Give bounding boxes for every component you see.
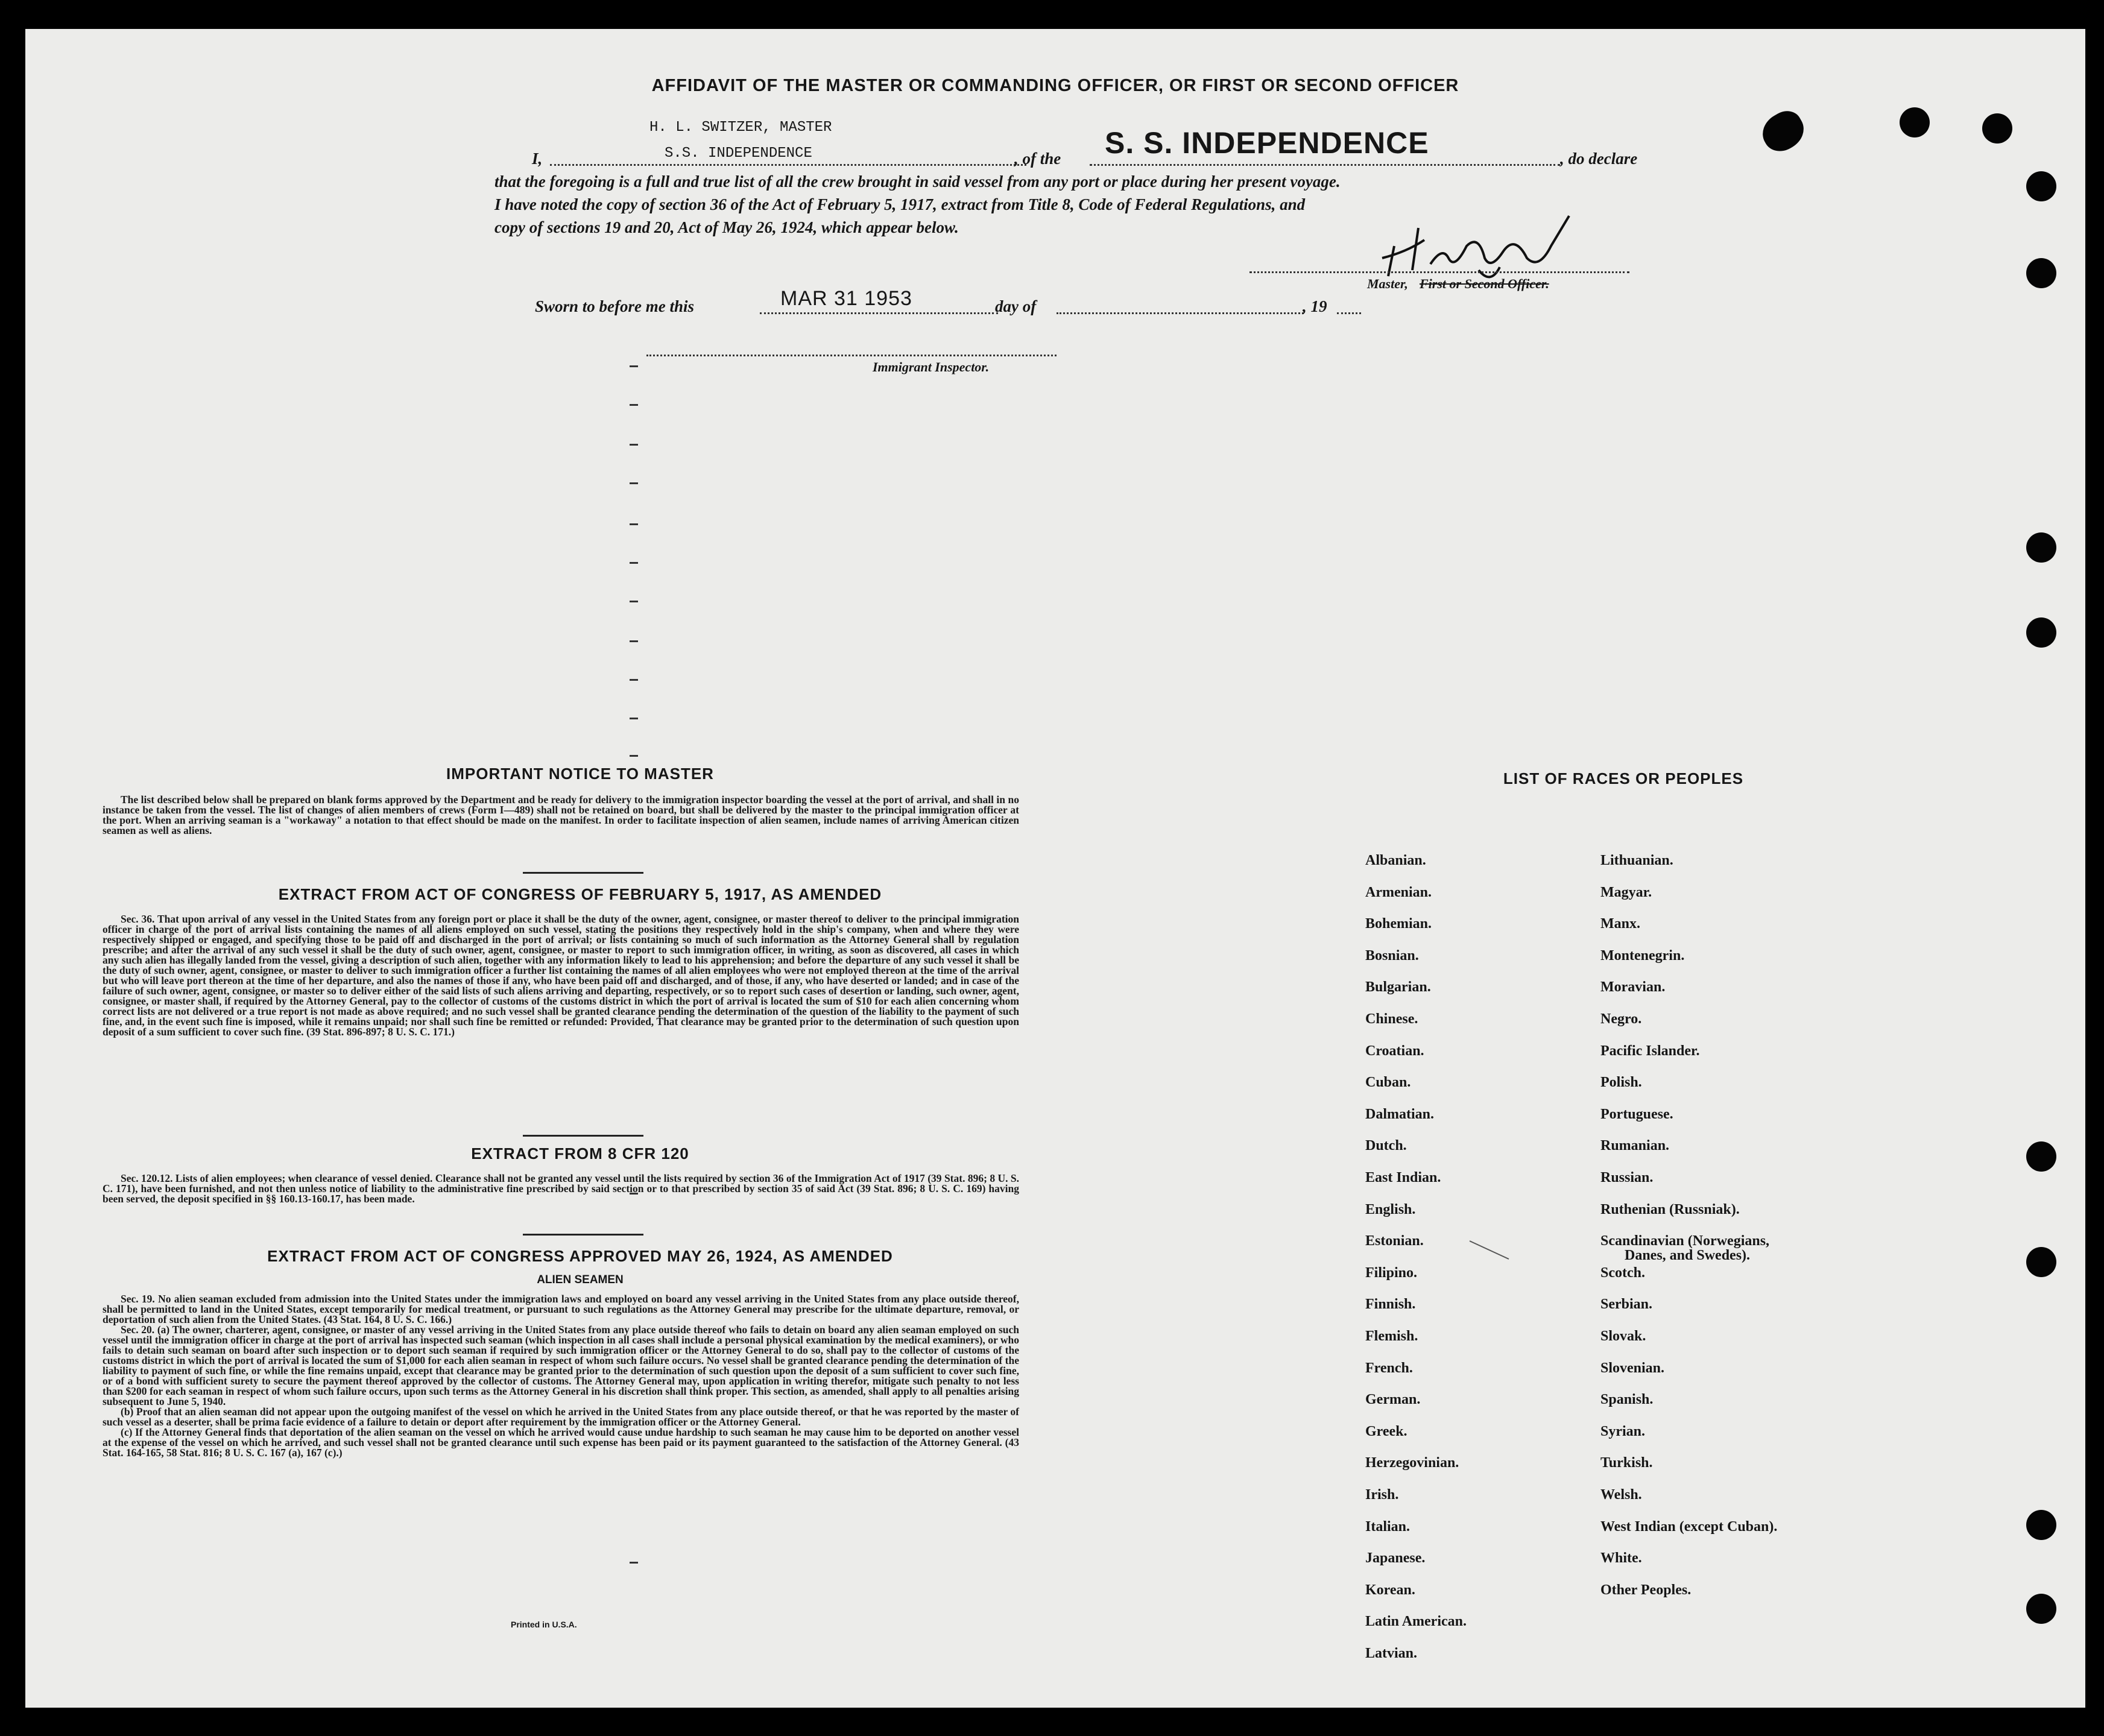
race-item: Syrian.	[1600, 1423, 1646, 1439]
signature-caption-struck: First or Second Officer.	[1420, 276, 1549, 291]
race-item: Montenegrin.	[1600, 947, 1685, 964]
statement-line-3: copy of sections 19 and 20, Act of May 26, 1924, which appear below.	[494, 218, 959, 236]
tick-mark	[630, 404, 638, 406]
race-item: Bohemian.	[1365, 916, 1432, 932]
race-item: Slovenian.	[1600, 1360, 1665, 1376]
printed-in-label: Printed in U.S.A.	[511, 1620, 577, 1629]
race-item: Estonian.	[1365, 1233, 1424, 1249]
race-item: Filipino.	[1365, 1264, 1418, 1281]
race-item: Finnish.	[1365, 1296, 1416, 1313]
race-item: Scotch.	[1600, 1264, 1645, 1281]
race-item: Japanese.	[1365, 1550, 1426, 1567]
extract-1924-sec20a: Sec. 20. (a) The owner, charterer, agent, consignee, or master of any vessel arriving in the United States from any place outside thereof who fails to detain on board any alien seaman employed on such vessel until the immigration officer in charge at the port of arrival has inspected such seaman (which inspection in all cases shall include a personal physical examination by the medical examiners), or who fails to detain such seaman on board after such inspection or to deport such seaman if required by such immigration officer or the Attorney General to do so, shall pay to the collector of customs of the customs district in which the port of arrival is located the sum of $1,000 for each alien seaman in respect of whom such failure occurs. No vessel shall be granted clearance pending the determination of the liability to payment of such fine, or while the fine remains unpaid, except that clearance may be granted prior to the determination of such question upon the deposit of a sum sufficient to cover such fine, or of a bond with sufficient surety to secure the payment thereof approved by the collector of customs. The Attorney General may, upon application in writing therefor, mitigate such penalty to not less than $200 for each seaman in respect of whom such failure occurs, upon such terms as the Attorney General in his discretion shall think proper. This section, as amended, shall apply to all penalties arising subsequent to June 5, 1940.	[103, 1324, 1019, 1407]
ink-blot	[1756, 106, 1811, 158]
year-line	[1337, 312, 1361, 314]
race-item: West Indian (except Cuban).	[1600, 1518, 1778, 1535]
race-item: Flemish.	[1365, 1328, 1418, 1344]
vessel-line	[1090, 164, 1560, 166]
declarant-typed-vessel: S.S. INDEPENDENCE	[665, 145, 812, 162]
race-item: East Indian.	[1365, 1170, 1441, 1185]
race-item: Korean.	[1365, 1582, 1415, 1598]
extract-cfr-paragraph: Sec. 120.12. Lists of alien employees; when clearance of vessel denied. Clearance shall not be granted any vessel until the lists required by section 36 of the Immigration Act of 1917 (39 Stat. 896; 8 U. S. C. 171), have been furnished, and not then unless notice of liability to the administrative fine prescribed by said section or to that prescribed by section 35 of said Act (39 Stat. 896; 8 U. S. C. 169) having been served, the deposit specified in §§ 160.13-160.17, has been made.	[103, 1172, 1019, 1205]
race-item: German.	[1365, 1392, 1421, 1408]
signature-line	[1249, 271, 1629, 273]
race-item: French.	[1365, 1360, 1413, 1376]
affidavit-title: AFFIDAVIT OF THE MASTER OR COMMANDING OFFICER, OR FIRST OR SECOND OFFICER	[651, 76, 1459, 95]
race-item: Danes, and Swedes).	[1625, 1248, 1751, 1264]
tick-mark	[630, 601, 638, 602]
do-declare-label: , do declare	[1560, 150, 1638, 168]
extract-1924-subtitle: ALIEN SEAMEN	[537, 1274, 624, 1286]
race-item: Albanian.	[1365, 853, 1426, 868]
sworn-month-line	[1057, 312, 1304, 314]
extract-1917-paragraph: Sec. 36. That upon arrival of any vessel in the United States from any foreign port or place it shall be the duty of the owner, agent, consignee, or master thereof to deliver to the principal immigration officer in charge of the port of arrival lists containing the names of all aliens employed on such vessel, stating the positions they respectively hold in the ship's company, when and where they were respectively shipped or engaged, and specifying those to be paid off and discharged in the port of arrival; or lists containing so much of such information as the Attorney General shall by regulation prescribe; and after the arrival of any such vessel it shall be the duty of such owner, agent, consignee, or master to report to such immigration officer, in writing, as soon as discovered, all cases in which any such alien has illegally landed from the vessel, giving a description of such alien, together with any information likely to lead to his apprehension; and before the departure of any such vessel it shall be the duty of such owner, agent, consignee, or master to deliver to such immigration officer a further list containing the names of all alien employees who were not employed thereon at the time of the arrival but who will leave port thereon at the time of her departure, and also the names of those if any, who have been paid off and discharged, and of those, if any, who have deserted or landed; and in case of the failure of such owner, agent, consignee, or master so to deliver either of the said lists of such aliens arriving and departing, respectively, or so to report such cases of desertion or landing, such owner, agent, consignee, or master shall, if required by the Attorney General, pay to the collector of customs of the customs district in which the port of arrival is located the sum of $10 for each alien concerning whom correct lists are not delivered or a true report is not made as above required; and no such vessel shall be granted clearance pending the determination of the question of the liability to the payment of such fine, and, in the event such fine is imposed, while it remains unpaid; nor shall such fine be remitted or refunded: Provided, That clearance may be granted prior to the determination of such question upon deposit of a sum sufficient to cover such fine. (39 Stat. 896-897; 8 U. S. C. 171.)	[103, 913, 1019, 1038]
race-item: Cuban.	[1365, 1075, 1411, 1091]
race-item: Bulgarian.	[1365, 979, 1431, 996]
tick-mark	[630, 1562, 638, 1564]
race-item: Lithuanian.	[1600, 853, 1673, 868]
pencil-mark	[1467, 1235, 1515, 1265]
extract-cfr-text	[103, 1173, 1019, 1204]
sworn-date-stamp: MAR 31 1953	[780, 287, 912, 310]
divider	[523, 1234, 643, 1236]
race-item: Pacific Islander.	[1600, 1043, 1700, 1059]
race-item: Rumanian.	[1600, 1138, 1670, 1154]
race-item: Dutch.	[1365, 1138, 1407, 1154]
divider	[523, 1135, 643, 1137]
race-item: Croatian.	[1365, 1043, 1424, 1059]
sworn-day-line	[760, 312, 998, 314]
declarant-line	[550, 164, 1026, 166]
race-item: Manx.	[1600, 916, 1640, 932]
race-item: Chinese.	[1365, 1011, 1418, 1027]
punch-hole	[2026, 617, 2056, 648]
race-item: Magyar.	[1600, 884, 1652, 900]
notice-text	[103, 795, 1019, 836]
extract-1917-title: EXTRACT FROM ACT OF CONGRESS OF FEBRUARY 5, 1917, AS AMENDED	[278, 885, 882, 903]
race-item: Moravian.	[1600, 979, 1666, 996]
inspector-line	[646, 355, 1057, 356]
race-item: Greek.	[1365, 1423, 1407, 1439]
race-item: Serbian.	[1600, 1296, 1653, 1313]
race-item: Herzegovinian.	[1365, 1455, 1459, 1471]
of-the-label: , of the	[1014, 150, 1061, 168]
race-item: Other Peoples.	[1600, 1582, 1692, 1598]
notice-paragraph: The list described below shall be prepared on blank forms approved by the Department and be ready for delivery to the immigration inspector boarding the vessel at the port of arrival, and shall in no instance be taken from the vessel. The list of changes of alien members of crews (Form I—489) shall not be retained on board, but shall be delivered by the master to the principal immigration officer at the port. When an arriving seaman is a "workaway" a notation to that effect should be made on the manifest. In order to facilitate inspection of alien seamen, include names of arriving American citizen seamen as well as aliens.	[103, 794, 1019, 836]
vessel-name: S. S. INDEPENDENCE	[1105, 126, 1429, 160]
race-item: Polish.	[1600, 1075, 1642, 1091]
tick-mark	[630, 640, 638, 642]
extract-cfr-title: EXTRACT FROM 8 CFR 120	[471, 1144, 689, 1163]
punch-hole	[2026, 171, 2056, 201]
punch-hole	[1982, 113, 2012, 144]
punch-hole	[2026, 1247, 2056, 1277]
extract-1924-text	[103, 1294, 1019, 1458]
race-item: Latvian.	[1365, 1646, 1418, 1661]
race-item: Portuguese.	[1600, 1106, 1673, 1122]
race-item: Russian.	[1600, 1170, 1654, 1185]
race-item: Scandinavian (Norwegians,	[1600, 1233, 1770, 1249]
races-title: LIST OF RACES OR PEOPLES	[1503, 769, 1744, 788]
tick-mark	[630, 444, 638, 446]
document-page	[25, 29, 2085, 1708]
extract-1924-title: EXTRACT FROM ACT OF CONGRESS APPROVED MAY 26, 1924, AS AMENDED	[267, 1247, 893, 1265]
declarant-typed-name: H. L. SWITZER, MASTER	[649, 119, 832, 136]
year-prefix: , 19	[1303, 297, 1327, 315]
race-item: Spanish.	[1600, 1392, 1654, 1408]
race-item: Turkish.	[1600, 1455, 1653, 1471]
declarant-prefix: I,	[532, 150, 543, 168]
tick-mark	[630, 718, 638, 719]
punch-hole	[2026, 1510, 2056, 1540]
statement-line-1: that the foregoing is a full and true list of all the crew brought in said vessel from any port or place during her present voyage.	[494, 172, 1341, 191]
tick-mark	[630, 523, 638, 525]
race-item: Negro.	[1600, 1011, 1642, 1027]
race-item: Ruthenian (Russniak).	[1600, 1201, 1740, 1217]
extract-1924-sec20c: (c) If the Attorney General finds that deportation of the alien seaman on the vessel on which he arrived would cause undue hardship to such seaman he may cause him to be deported on another vessel at the expense of the vessel on which he arrived, and such vessel shall not be granted clearance until such expense has been paid or its payment guaranteed to the satisfaction of the Attorney General. (43 Stat. 164-165, 58 Stat. 816; 8 U. S. C. 167 (a), 167 (c).)	[103, 1426, 1019, 1459]
race-item: Irish.	[1365, 1487, 1399, 1503]
sworn-prefix: Sworn to before me this	[535, 297, 695, 315]
race-item: Slovak.	[1600, 1328, 1646, 1344]
race-item: Bosnian.	[1365, 947, 1419, 964]
day-of-label: day of	[995, 297, 1037, 315]
signature-caption-master: Master,	[1367, 276, 1408, 291]
tick-mark	[630, 482, 638, 484]
punch-hole	[2026, 532, 2056, 563]
tick-mark	[630, 679, 638, 681]
tick-mark	[630, 755, 638, 757]
race-item: Armenian.	[1365, 884, 1432, 900]
tick-mark	[630, 365, 638, 367]
race-item: Welsh.	[1600, 1487, 1642, 1503]
tick-mark	[630, 562, 638, 564]
race-item: English.	[1365, 1201, 1416, 1217]
statement-line-2: I have noted the copy of section 36 of the Act of February 5, 1917, extract from Title 8, Code of Federal Regulations, and	[494, 195, 1306, 213]
extract-1924-sec19: Sec. 19. No alien seaman excluded from admission into the United States under the immigration laws and employed on board any vessel arriving in the United States from any place outside thereof, shall be permitted to land in the United States, except temporarily for medical treatment, or pursuant to such regulations as the Attorney General may prescribe for the ultimate departure, removal, or deportation of such alien from the United States. (43 Stat. 164, 8 U. S. C. 166.)	[103, 1293, 1019, 1325]
extract-1917-text	[103, 914, 1019, 1037]
punch-hole	[1900, 107, 1930, 137]
race-item: Dalmatian.	[1365, 1106, 1434, 1122]
race-item: White.	[1600, 1550, 1642, 1567]
divider	[523, 872, 643, 874]
punch-hole	[2026, 1141, 2056, 1172]
extract-1924-sec20b: (b) Proof that an alien seaman did not appear upon the outgoing manifest of the vessel on which he arrived in the United States from any place outside thereof, or that he was reported by the master of such vessel as a deserter, shall be prima facie evidence of a failure to detain or deport after requirement by the immigration officer or the Attorney General.	[103, 1406, 1019, 1428]
punch-hole	[2026, 258, 2056, 288]
punch-hole	[2026, 1594, 2056, 1624]
notice-title: IMPORTANT NOTICE TO MASTER	[446, 765, 714, 783]
inspector-caption: Immigrant Inspector.	[873, 359, 990, 374]
race-item: Italian.	[1365, 1518, 1411, 1535]
race-item: Latin American.	[1365, 1614, 1467, 1630]
